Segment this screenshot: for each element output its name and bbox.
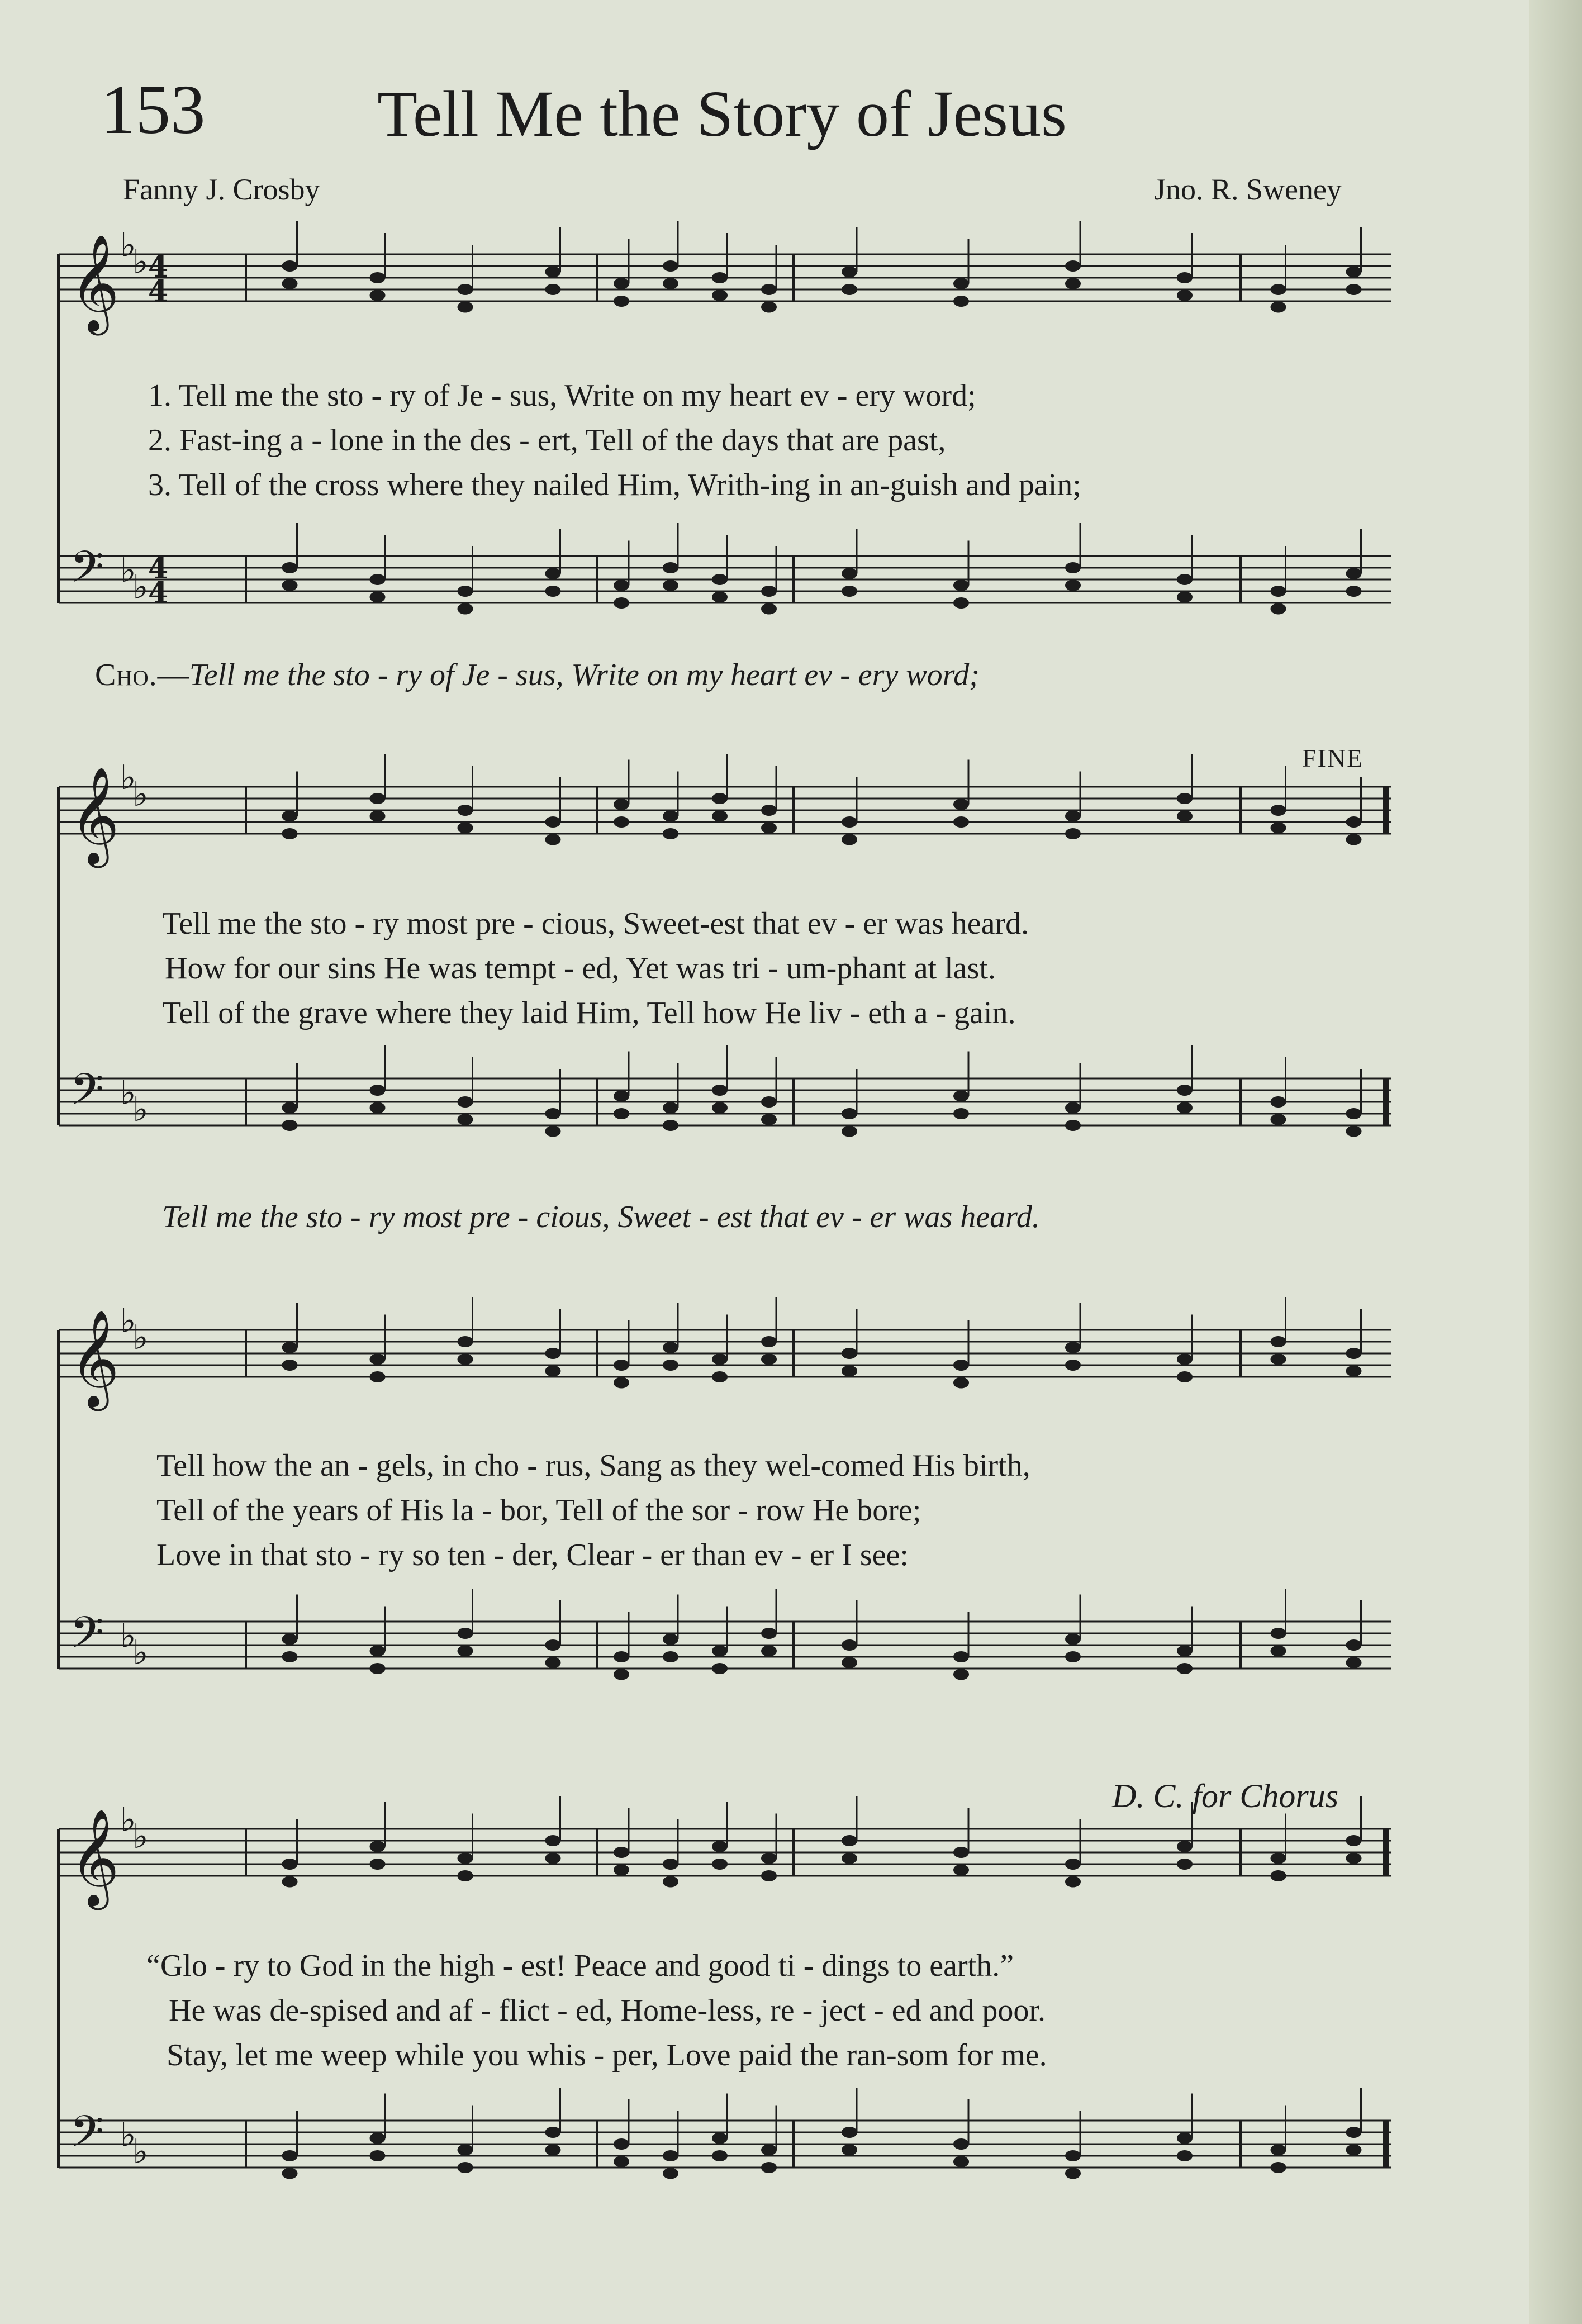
- note-head: [614, 296, 629, 307]
- note-head: [458, 2145, 473, 2156]
- flat-sign-icon: ♭: [132, 243, 149, 282]
- time-signature: 4: [148, 576, 169, 610]
- system1-chorus-text: Tell me the sto - ry of Je - sus, Write on my heart ev - ery word;: [189, 658, 980, 692]
- note-head: [842, 1366, 857, 1377]
- note-head: [953, 1108, 969, 1119]
- note-head: [1271, 586, 1286, 597]
- note-head: [1065, 1360, 1081, 1371]
- note-head: [545, 1835, 561, 1846]
- flat-sign-icon: ♭: [132, 1318, 149, 1357]
- flat-sign-icon: ♭: [132, 1090, 149, 1129]
- note-head: [1065, 811, 1081, 822]
- note-head: [1065, 2150, 1081, 2161]
- note-head: [761, 1096, 777, 1108]
- treble-clef-icon: 𝄞: [70, 234, 120, 331]
- note-head: [1065, 1876, 1081, 1888]
- note-head: [370, 1102, 386, 1114]
- note-head: [370, 2133, 386, 2144]
- note-head: [1271, 2162, 1286, 2173]
- note-head: [282, 260, 298, 272]
- system1-verse2-lyric: 2. Fast-ing a - lone in the des - ert, Tell of the days that are past,: [148, 423, 946, 458]
- note-head: [370, 574, 386, 585]
- flat-sign-icon: ♭: [120, 2116, 136, 2155]
- note-head: [614, 278, 629, 289]
- system4-verse2-lyric: He was de-spised and af - flict - ed, Home-less, re - ject - ed and poor.: [169, 1993, 1046, 2028]
- note-head: [614, 1360, 629, 1371]
- note-head: [842, 816, 857, 828]
- system1-chorus-lyric: [95, 659, 980, 691]
- note-head: [282, 1651, 298, 1662]
- note-head: [458, 302, 473, 313]
- note-head: [1177, 811, 1193, 822]
- note-head: [282, 2168, 298, 2179]
- note-head: [1271, 1114, 1286, 1125]
- note-head: [761, 603, 777, 615]
- note-head: [1065, 260, 1081, 272]
- note-head: [712, 1085, 728, 1096]
- note-head: [545, 284, 561, 295]
- note-head: [712, 1841, 728, 1852]
- note-head: [761, 805, 777, 816]
- note-head: [545, 816, 561, 828]
- note-head: [761, 1354, 777, 1365]
- note-head: [458, 586, 473, 597]
- note-head: [1065, 580, 1081, 591]
- note-head: [663, 1102, 678, 1114]
- treble-clef-icon: 𝄞: [70, 1809, 120, 1906]
- note-head: [1177, 1102, 1193, 1114]
- note-head: [1065, 828, 1081, 839]
- note-head: [614, 1091, 629, 1102]
- note-head: [1065, 1859, 1081, 1870]
- note-head: [614, 2138, 629, 2150]
- note-head: [1346, 1108, 1362, 1119]
- note-head: [458, 2162, 473, 2173]
- note-head: [761, 1870, 777, 1881]
- note-head: [370, 1859, 386, 1870]
- flat-sign-icon: ♭: [120, 1073, 136, 1113]
- note-head: [1271, 284, 1286, 295]
- note-head: [458, 1628, 473, 1639]
- note-head: [953, 816, 969, 828]
- note-head: [614, 1669, 629, 1680]
- note-head: [842, 834, 857, 845]
- note-head: [761, 1114, 777, 1125]
- note-head: [712, 574, 728, 585]
- note-head: [1271, 603, 1286, 615]
- note-head: [953, 1091, 969, 1102]
- note-head: [282, 811, 298, 822]
- note-head: [458, 603, 473, 615]
- time-signature: 4: [148, 250, 169, 284]
- system1-verse1-lyric: 1. Tell me the sto - ry of Je - sus, Write on my heart ev - ery word;: [148, 378, 976, 413]
- note-head: [545, 2127, 561, 2138]
- note-head: [663, 1342, 678, 1353]
- note-head: [761, 1646, 777, 1657]
- note-head: [712, 1371, 728, 1382]
- note-head: [545, 1853, 561, 1864]
- note-head: [953, 296, 969, 307]
- flat-sign-icon: ♭: [120, 551, 136, 590]
- note-head: [614, 1377, 629, 1389]
- bass-clef-icon: 𝄢: [70, 1608, 104, 1669]
- note-head: [282, 580, 298, 591]
- note-head: [663, 278, 678, 289]
- note-head: [761, 284, 777, 295]
- note-head: [614, 1865, 629, 1876]
- note-head: [1065, 1342, 1081, 1353]
- hymn-number: 153: [101, 72, 206, 149]
- flat-sign-icon: ♭: [120, 226, 136, 265]
- note-head: [1271, 1646, 1286, 1657]
- treble-clef-icon: 𝄞: [70, 767, 120, 864]
- note-head: [712, 1859, 728, 1870]
- system2-verse1-lyric: Tell me the sto - ry most pre - cious, Sweet-est that ev - er was heard.: [162, 906, 1029, 941]
- note-head: [614, 580, 629, 591]
- time-signature: 4: [148, 274, 169, 308]
- note-head: [458, 1354, 473, 1365]
- note-head: [1346, 2127, 1362, 2138]
- note-head: [842, 568, 857, 579]
- note-head: [614, 597, 629, 609]
- note-head: [282, 562, 298, 573]
- note-head: [458, 1096, 473, 1108]
- note-head: [1177, 2133, 1193, 2144]
- note-head: [282, 1120, 298, 1131]
- note-head: [545, 1126, 561, 1137]
- note-head: [663, 2150, 678, 2161]
- note-head: [282, 278, 298, 289]
- note-head: [282, 1876, 298, 1888]
- note-head: [663, 828, 678, 839]
- note-head: [614, 816, 629, 828]
- note-head: [1177, 1859, 1193, 1870]
- note-head: [1177, 290, 1193, 301]
- note-head: [1065, 278, 1081, 289]
- note-head: [370, 1646, 386, 1657]
- note-head: [712, 1354, 728, 1365]
- note-head: [1346, 1348, 1362, 1359]
- note-head: [545, 267, 561, 278]
- hymn-title: Tell Me the Story of Jesus: [377, 77, 1067, 150]
- note-head: [1177, 2150, 1193, 2161]
- note-head: [842, 267, 857, 278]
- system2-verse3-lyric: Tell of the grave where they laid Him, Tell how He liv - eth a - gain.: [162, 996, 1016, 1030]
- note-head: [1346, 267, 1362, 278]
- system3-verse3-lyric: Love in that sto - ry so ten - der, Clear - er than ev - er I see:: [156, 1538, 909, 1572]
- note-head: [1177, 1354, 1193, 1365]
- note-head: [663, 260, 678, 272]
- note-head: [761, 1853, 777, 1864]
- note-head: [282, 828, 298, 839]
- note-head: [761, 2145, 777, 2156]
- note-head: [842, 1853, 857, 1864]
- note-head: [953, 1847, 969, 1858]
- note-head: [712, 290, 728, 301]
- lyricist-credit: Fanny J. Crosby: [123, 173, 320, 206]
- note-head: [282, 1859, 298, 1870]
- note-head: [712, 1663, 728, 1674]
- note-head: [282, 1342, 298, 1353]
- note-head: [663, 1651, 678, 1662]
- system4-verse1-lyric: “Glo - ry to God in the high - est! Peace and good ti - dings to earth.”: [146, 1948, 1014, 1983]
- note-head: [1177, 272, 1193, 283]
- dc-for-chorus-marker: D. C. for Chorus: [1112, 1778, 1339, 1814]
- note-head: [842, 1108, 857, 1119]
- flat-sign-icon: ♭: [120, 1617, 136, 1656]
- flat-sign-icon: ♭: [120, 758, 136, 797]
- note-head: [458, 1853, 473, 1864]
- note-head: [1177, 1085, 1193, 1096]
- flat-sign-icon: ♭: [120, 1301, 136, 1341]
- note-head: [663, 1360, 678, 1371]
- note-head: [842, 1657, 857, 1669]
- note-head: [1177, 574, 1193, 585]
- treble-clef-icon: 𝄞: [70, 1310, 120, 1407]
- note-head: [1346, 1853, 1362, 1864]
- note-head: [953, 580, 969, 591]
- note-head: [282, 2150, 298, 2161]
- note-head: [458, 1336, 473, 1347]
- note-head: [545, 1657, 561, 1669]
- bass-clef-icon: 𝄢: [70, 1064, 104, 1126]
- note-head: [1271, 1096, 1286, 1108]
- note-head: [614, 1108, 629, 1119]
- note-head: [1346, 1639, 1362, 1651]
- note-head: [458, 1870, 473, 1881]
- note-head: [1271, 2145, 1286, 2156]
- flat-sign-icon: ♭: [132, 1817, 149, 1856]
- note-head: [712, 793, 728, 804]
- note-head: [458, 1646, 473, 1657]
- note-head: [712, 2150, 728, 2161]
- note-head: [663, 562, 678, 573]
- note-head: [953, 2156, 969, 2168]
- system1-verse3-lyric: 3. Tell of the cross where they nailed Him, Writh-ing in an-guish and pain;: [148, 468, 1081, 502]
- note-head: [1346, 1835, 1362, 1846]
- note-head: [953, 597, 969, 609]
- note-head: [1271, 1628, 1286, 1639]
- note-head: [545, 1108, 561, 1119]
- note-head: [370, 272, 386, 283]
- note-head: [953, 1377, 969, 1389]
- note-head: [842, 1639, 857, 1651]
- note-head: [953, 1651, 969, 1662]
- note-head: [1346, 834, 1362, 845]
- note-head: [1346, 586, 1362, 597]
- flat-sign-icon: ♭: [132, 2132, 149, 2171]
- note-head: [370, 811, 386, 822]
- note-head: [761, 586, 777, 597]
- time-signature: 4: [148, 552, 169, 586]
- note-head: [370, 1354, 386, 1365]
- flat-sign-icon: ♭: [132, 775, 149, 814]
- note-head: [1177, 1663, 1193, 1674]
- note-head: [953, 1865, 969, 1876]
- note-head: [842, 284, 857, 295]
- note-head: [1346, 284, 1362, 295]
- note-head: [1271, 1336, 1286, 1347]
- composer-credit: Jno. R. Sweney: [1154, 173, 1342, 206]
- note-head: [614, 799, 629, 810]
- note-head: [1346, 816, 1362, 828]
- note-head: [1065, 1120, 1081, 1131]
- note-head: [1346, 1126, 1362, 1137]
- flat-sign-icon: ♭: [132, 1633, 149, 1672]
- note-head: [1346, 568, 1362, 579]
- note-head: [842, 1348, 857, 1359]
- note-head: [712, 811, 728, 822]
- note-head: [545, 568, 561, 579]
- note-head: [761, 2162, 777, 2173]
- note-head: [370, 793, 386, 804]
- note-head: [1065, 2168, 1081, 2179]
- note-head: [458, 284, 473, 295]
- system4-verse3-lyric: Stay, let me weep while you whis - per, Love paid the ran-som for me.: [167, 2038, 1047, 2073]
- note-head: [282, 1360, 298, 1371]
- note-head: [712, 272, 728, 283]
- note-head: [761, 302, 777, 313]
- note-head: [1065, 1102, 1081, 1114]
- note-head: [761, 1336, 777, 1347]
- note-head: [370, 592, 386, 603]
- note-head: [1065, 1634, 1081, 1645]
- note-head: [545, 2145, 561, 2156]
- chorus-label: Cho.—: [95, 658, 189, 692]
- note-head: [545, 1366, 561, 1377]
- note-head: [842, 586, 857, 597]
- note-head: [370, 1841, 386, 1852]
- note-head: [458, 823, 473, 834]
- system3-verse2-lyric: Tell of the years of His la - bor, Tell of the sor - row He bore;: [156, 1493, 921, 1528]
- note-head: [545, 586, 561, 597]
- note-head: [370, 1085, 386, 1096]
- note-head: [842, 2145, 857, 2156]
- note-head: [370, 2150, 386, 2161]
- note-head: [545, 1639, 561, 1651]
- note-head: [1271, 1870, 1286, 1881]
- note-head: [1346, 2145, 1362, 2156]
- bass-clef-icon: 𝄢: [70, 542, 104, 603]
- note-head: [370, 1371, 386, 1382]
- note-head: [663, 1120, 678, 1131]
- system2-chorus-lyric: Tell me the sto - ry most pre - cious, Sweet - est that ev - er was heard.: [162, 1200, 1040, 1234]
- note-head: [663, 2168, 678, 2179]
- note-head: [1177, 1371, 1193, 1382]
- note-head: [1271, 1853, 1286, 1864]
- system3-verse1-lyric: Tell how the an - gels, in cho - rus, Sang as they wel-comed His birth,: [156, 1448, 1030, 1483]
- note-head: [842, 1126, 857, 1137]
- note-head: [663, 811, 678, 822]
- note-head: [761, 823, 777, 834]
- note-head: [1177, 592, 1193, 603]
- note-head: [282, 1634, 298, 1645]
- note-head: [370, 1663, 386, 1674]
- note-head: [953, 799, 969, 810]
- note-head: [1271, 302, 1286, 313]
- note-head: [663, 1859, 678, 1870]
- note-head: [663, 580, 678, 591]
- note-head: [614, 1847, 629, 1858]
- note-head: [1065, 1651, 1081, 1662]
- note-head: [712, 1102, 728, 1114]
- note-head: [1177, 1841, 1193, 1852]
- note-head: [614, 1651, 629, 1662]
- note-head: [1177, 793, 1193, 804]
- note-head: [458, 1114, 473, 1125]
- note-head: [761, 1628, 777, 1639]
- note-head: [614, 2156, 629, 2168]
- system2-verse2-lyric: How for our sins He was tempt - ed, Yet was tri - um-phant at last.: [165, 951, 996, 986]
- flat-sign-icon: ♭: [120, 1800, 136, 1840]
- note-head: [1177, 1646, 1193, 1657]
- note-head: [545, 1348, 561, 1359]
- note-head: [712, 1646, 728, 1657]
- note-head: [953, 2138, 969, 2150]
- note-head: [953, 1669, 969, 1680]
- note-head: [842, 2127, 857, 2138]
- note-head: [712, 2133, 728, 2144]
- note-head: [1271, 805, 1286, 816]
- note-head: [370, 290, 386, 301]
- fine-marker: FINE: [1302, 744, 1364, 772]
- note-head: [842, 1835, 857, 1846]
- note-head: [1346, 1366, 1362, 1377]
- flat-sign-icon: ♭: [132, 568, 149, 607]
- note-head: [1271, 823, 1286, 834]
- note-head: [282, 1102, 298, 1114]
- note-head: [1346, 1657, 1362, 1669]
- note-head: [953, 278, 969, 289]
- bass-clef-icon: 𝄢: [70, 2107, 104, 2168]
- note-head: [1065, 562, 1081, 573]
- note-head: [663, 1876, 678, 1888]
- note-head: [663, 1634, 678, 1645]
- note-head: [458, 805, 473, 816]
- note-head: [545, 834, 561, 845]
- note-head: [712, 592, 728, 603]
- note-head: [1271, 1354, 1286, 1365]
- note-head: [953, 1360, 969, 1371]
